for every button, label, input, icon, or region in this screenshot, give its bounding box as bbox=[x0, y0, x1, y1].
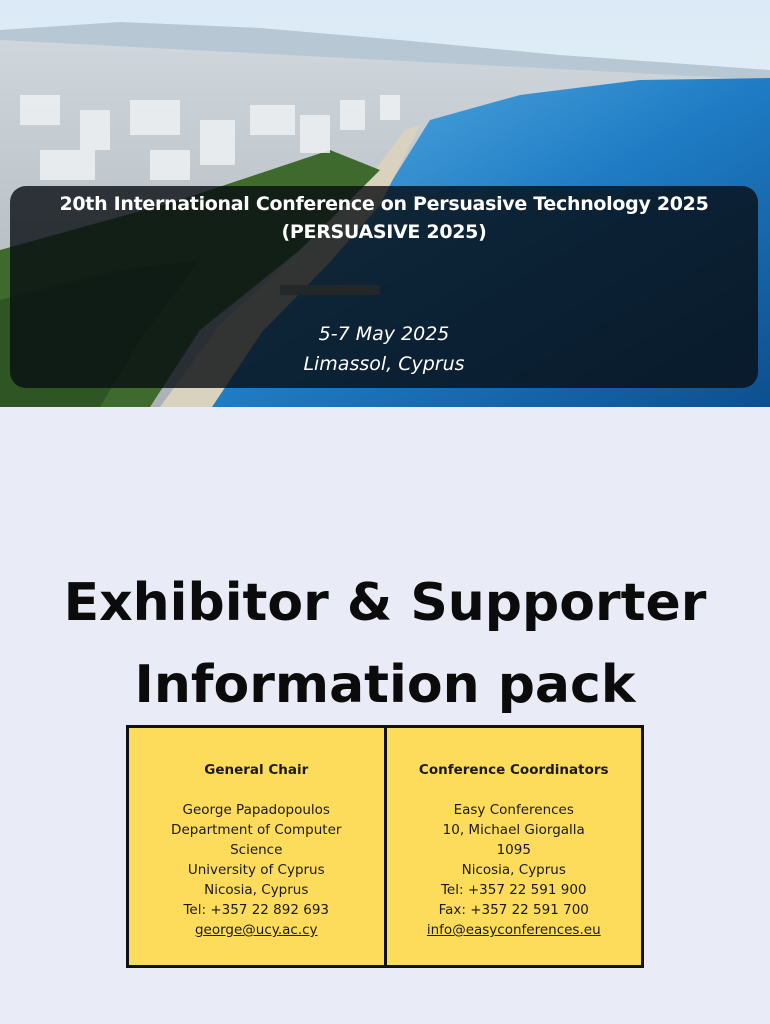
coordinators-role: Conference Coordinators bbox=[418, 762, 609, 778]
contact-line: 10, Michael Giorgalla bbox=[442, 822, 585, 838]
coordinators-email-link[interactable]: info@easyconferences.eu bbox=[426, 922, 601, 938]
coordinators-column bbox=[387, 728, 642, 965]
contact-line: Tel: +357 22 892 693 bbox=[183, 902, 329, 918]
conference-banner bbox=[10, 186, 758, 388]
contact-line: Easy Conferences bbox=[453, 802, 574, 818]
contact-line: George Papadopoulos bbox=[182, 802, 330, 818]
general-chair-email-link[interactable]: george@ucy.ac.cy bbox=[194, 922, 318, 938]
hero-photo bbox=[0, 0, 770, 407]
general-chair-role: General Chair bbox=[204, 762, 309, 778]
contact-line: Department of Computer bbox=[171, 822, 342, 838]
heading-line1: Exhibitor & Supporter bbox=[63, 573, 707, 633]
contact-line: University of Cyprus bbox=[187, 862, 325, 878]
conference-title-line2: (PERSUASIVE 2025) bbox=[281, 221, 487, 243]
conference-title bbox=[10, 190, 758, 246]
general-chair-column bbox=[129, 728, 384, 965]
contact-line: 1095 bbox=[496, 842, 531, 858]
conference-title-line1: 20th International Conference on Persuasive Technology 2025 bbox=[59, 193, 709, 215]
contact-line: Nicosia, Cyprus bbox=[461, 862, 566, 878]
conference-location: Limassol, Cyprus bbox=[303, 353, 465, 375]
contact-line: Nicosia, Cyprus bbox=[204, 882, 309, 898]
contact-table bbox=[126, 725, 644, 968]
contact-line: Science bbox=[230, 842, 283, 858]
heading-line2: Information pack bbox=[134, 655, 636, 715]
contact-line: Tel: +357 22 591 900 bbox=[440, 882, 587, 898]
page-heading bbox=[0, 562, 770, 726]
conference-dates: 5-7 May 2025 bbox=[318, 323, 450, 345]
contact-line: Fax: +357 22 591 700 bbox=[438, 902, 589, 918]
